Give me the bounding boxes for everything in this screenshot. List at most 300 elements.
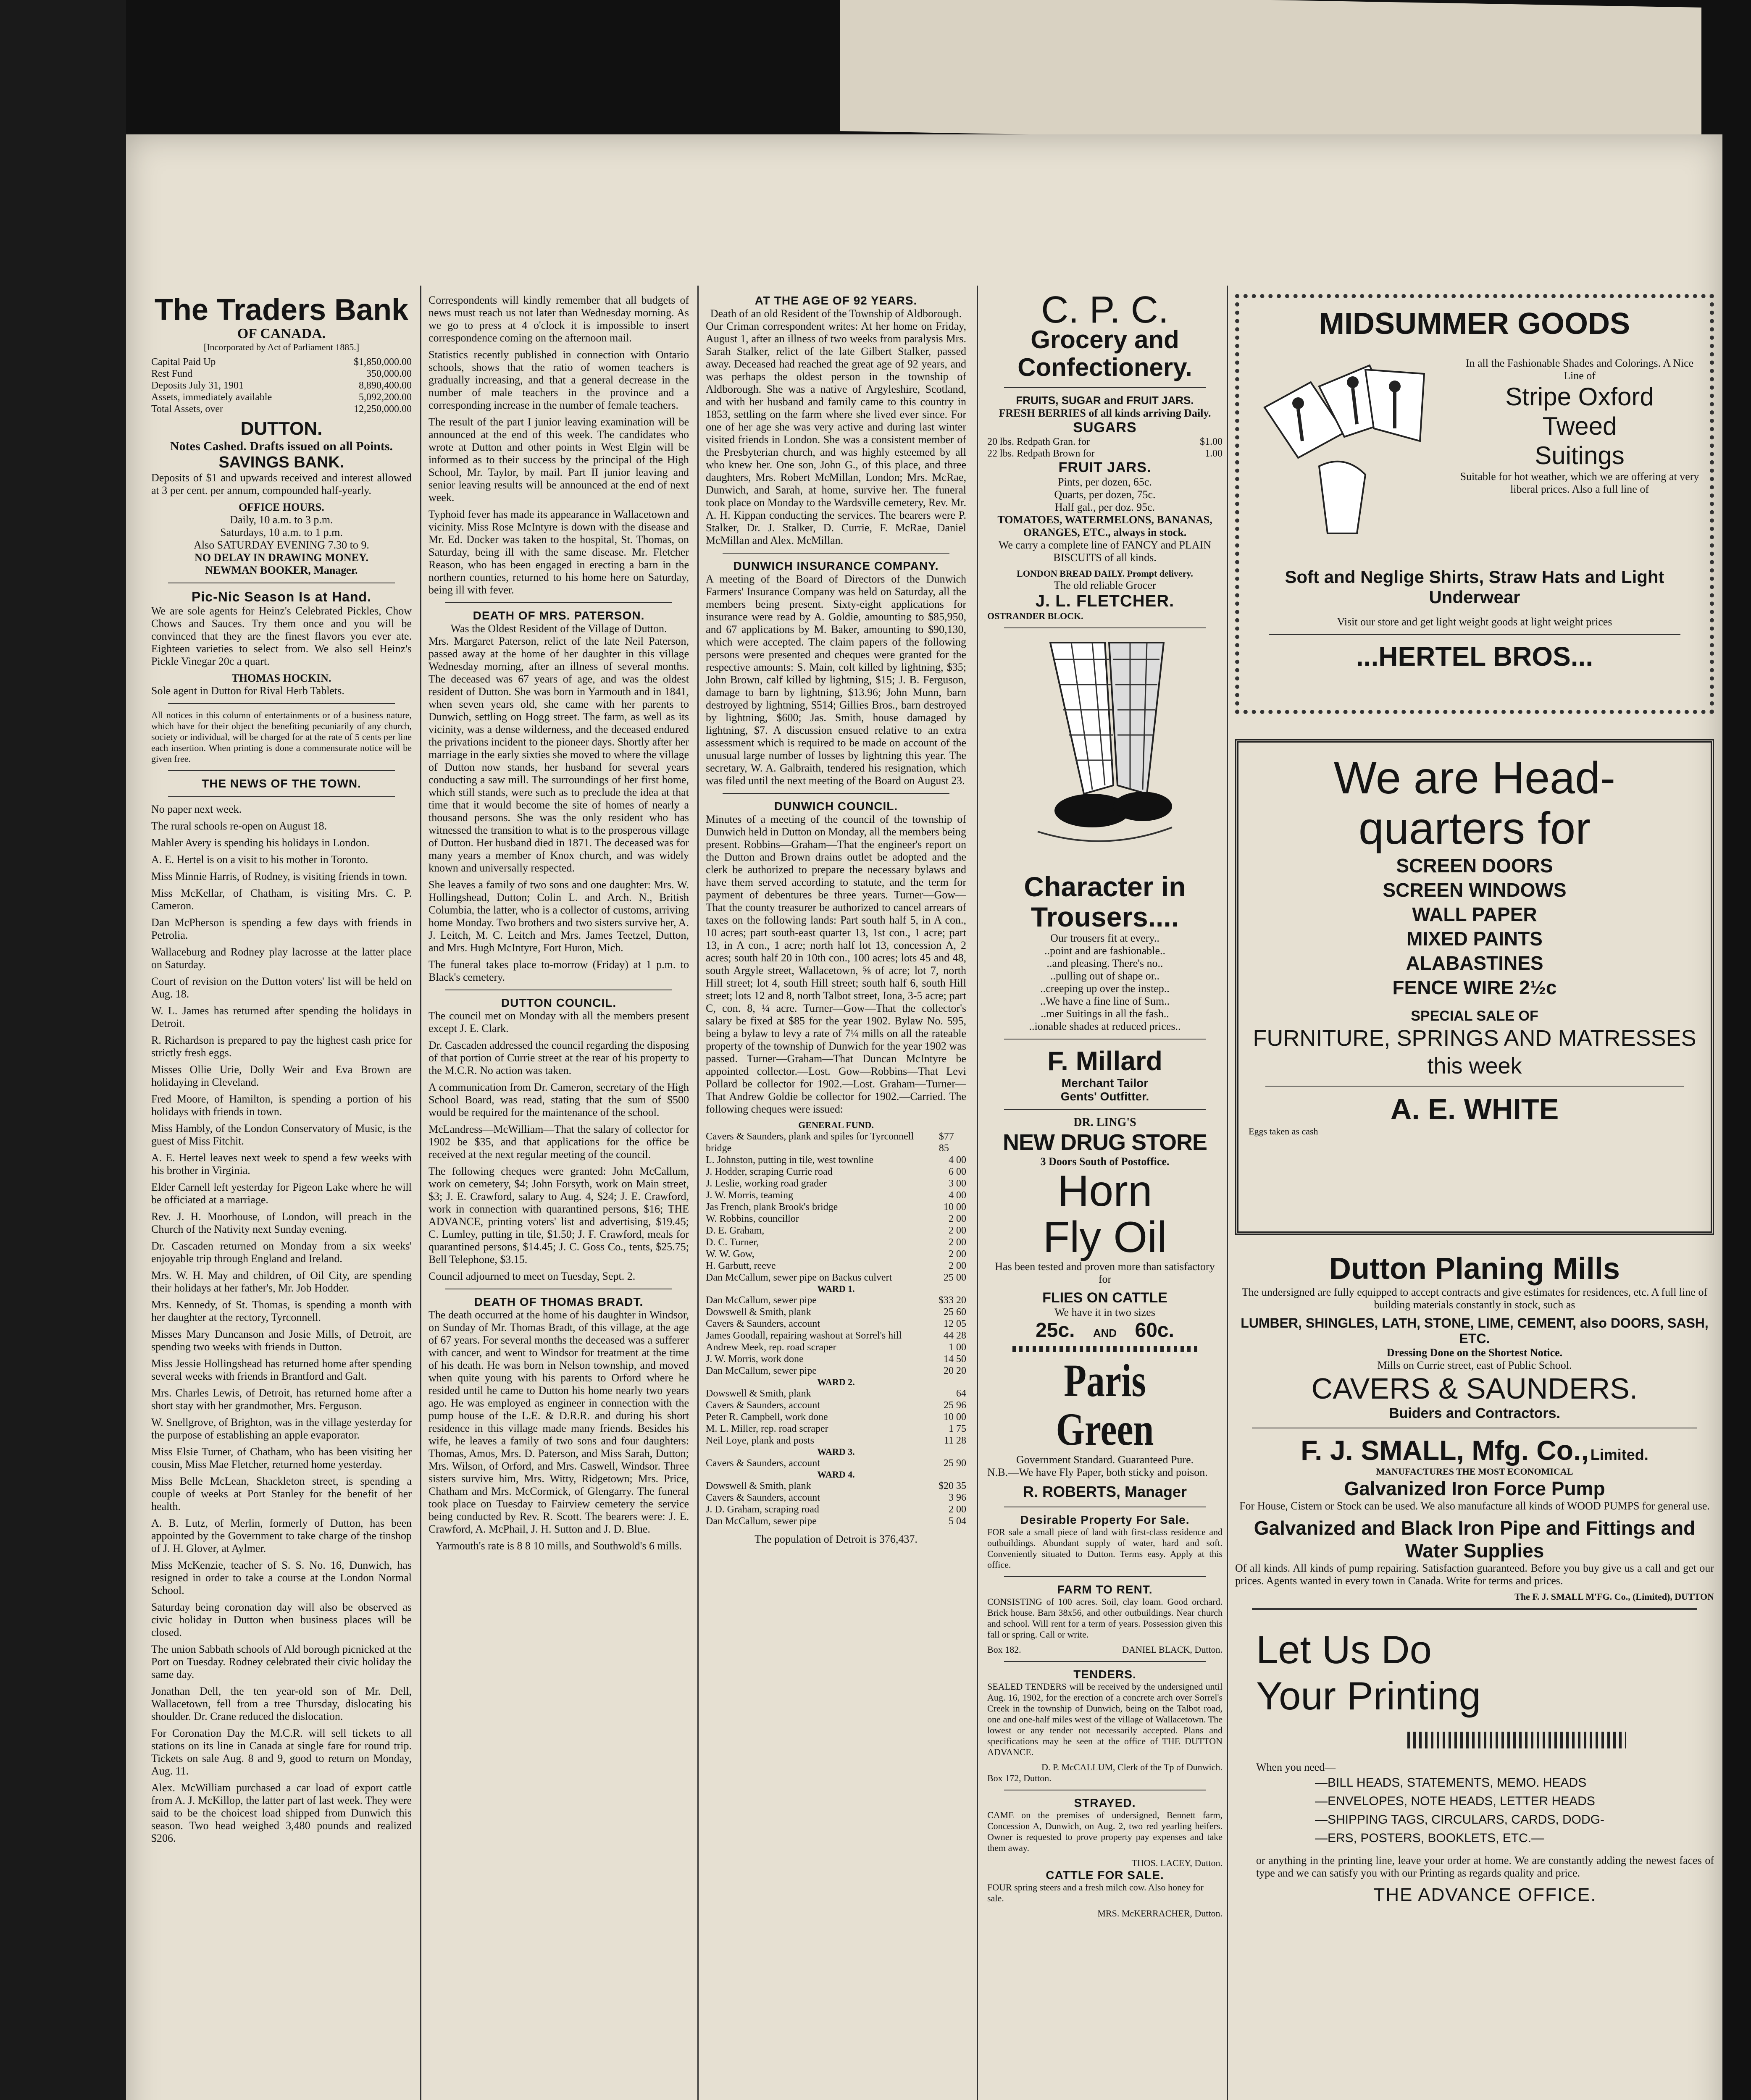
newspaper-page [126, 134, 1722, 2100]
paterson-paragraph: She leaves a family of two sons and one daughter: Mrs. W. Hollingshead, Dutton; Colin L. and Arch. N., British Columbia, the latter, who is a collector of customs, arriving home Monday. Two brothers and two sisters survive her, A. J. Leitch, M. C. Leitch and Mrs. James Teetzel, Dutton, and Mrs. Hugh McIntyre, Fort Huron, Mich. [429, 879, 689, 954]
cheque-row-label: Dan McCallum, sewer pipe [706, 1365, 817, 1376]
let-us-do: Let Us Do [1256, 1628, 1432, 1672]
news-item: No paper next week. [151, 803, 242, 815]
cheques-ward-2 [706, 1388, 966, 1446]
cheque-row [706, 1411, 966, 1423]
cheque-row [706, 1154, 966, 1166]
cheque-row [706, 1131, 966, 1154]
junior-leaving-item: The result of the part I junior leaving examination will be announced at the end of this week. The candidates who wrote at Dutton and other points in West Elgin will be informed as to their success by the principal of the High School, Mr. Taylor, by mail. Part II junior leaving and senior leaving results will be announced at the end of next week. [429, 416, 689, 504]
news-item: Miss McKenzie, teacher of S. S. No. 16, Dunwich, has resigned in order to take a course at the London Normal School. [151, 1559, 412, 1596]
price-small: 25c. [1036, 1319, 1075, 1341]
fletcher-name: J. L. FLETCHER. [1035, 592, 1175, 610]
cheque-row-value: 2 00 [949, 1504, 966, 1515]
office-hours-line: Also SATURDAY EVENING 7.30 to 9. [194, 539, 369, 551]
cattle-signature: MRS. McKERRACHER, Dutton. [1097, 1908, 1223, 1919]
news-item: Mrs. Kennedy, of St. Thomas, is spending a month with her daughter at the rectory, Tyrconnell. [151, 1299, 412, 1323]
berries-line: FRESH BERRIES of all kinds arriving Daily. [999, 407, 1211, 419]
ae-white: A. E. WHITE [1390, 1093, 1559, 1126]
cheque-row-value: 10 00 [944, 1202, 966, 1213]
headquarters-line-1: We are Head- [1333, 752, 1616, 803]
farm-to-rent-heading: FARM TO RENT. [1057, 1583, 1153, 1596]
trousers-line: ..creeping up over the instep.. [1040, 982, 1170, 995]
midsummer-copy [1458, 357, 1701, 496]
cheque-row [706, 1189, 966, 1201]
cheque-row-value: 2 00 [949, 1213, 966, 1224]
paterson-article [429, 635, 689, 984]
tomatoes-line: TOMATOES, WATERMELONS, BANANAS, ORANGES, ETC., always in stock. [997, 514, 1212, 538]
cheque-row-label: Cavers & Saunders, account [706, 1458, 820, 1469]
savings-text: Deposits of $1 and upwards received and interest allowed at 3 per cent. per annum, compounded half-yearly. [151, 472, 412, 496]
strayed-signature: THOS. LACEY, Dutton. [1131, 1858, 1223, 1868]
news-item: Miss Hambly, of the London Conservatory of Music, is the guest of Miss Fitchit. [151, 1122, 412, 1147]
printing-ad [1235, 1627, 1714, 1906]
cheque-row-label: James Goodall, repairing washout at Sorrel's hill [706, 1330, 902, 1341]
news-item: A. B. Lutz, of Merlin, formerly of Dutton, has been appointed by the Government to take charge of the tinshop of J. H. Glover, at Aylmer. [151, 1517, 412, 1554]
cheque-row-value: 14 50 [944, 1354, 966, 1365]
news-item: A. E. Hertel leaves next week to spend a few weeks with his brother in Virginia. [151, 1152, 412, 1176]
cheque-row-label: D. C. Turner, [706, 1237, 759, 1248]
trousers-copy [987, 932, 1223, 1033]
your-printing: Your Printing [1256, 1674, 1481, 1718]
bank-figure-row [151, 368, 412, 380]
council-paragraph: A communication from Dr. Cameron, secretary of the High School Board, was read, stating that the sum of $500 would be required for the maintenance of the school. [429, 1081, 689, 1118]
farm-signature-row [987, 1644, 1223, 1655]
ward-1-heading: WARD 1. [817, 1284, 855, 1294]
cheque-row-label: Dan McCallum, sewer pipe [706, 1295, 817, 1306]
cheque-row [706, 1178, 966, 1189]
cheque-row [706, 1236, 966, 1248]
cheque-row [706, 1365, 966, 1377]
cheque-row-value: 10 00 [944, 1412, 966, 1423]
bank-figure-row-label: Deposits July 31, 1901 [151, 380, 244, 391]
news-item: Alex. McWilliam purchased a car load of export cattle from A. J. McKillop, the latter part of last week. They were said to be the choicest load shipped from Dunwich this season. Two head weighed 3,480 pounds and realized $206. [151, 1782, 412, 1844]
cheque-row-label: W. Robbins, councillor [706, 1213, 799, 1224]
fly-paper-note: N.B.—We have Fly Paper, both sticky and poison. [987, 1466, 1208, 1478]
grocer-line: The old reliable Grocer [1054, 579, 1156, 591]
printing-item: —BILL HEADS, STATEMENTS, MEMO. HEADS [1315, 1776, 1587, 1790]
population-note: The population of Detroit is 376,437. [755, 1533, 918, 1545]
fly-oil-prices [987, 1319, 1223, 1342]
force-pump: Galvanized Iron Force Pump [1344, 1478, 1605, 1499]
council-paragraph: Council adjourned to meet on Tuesday, Sept. 2. [429, 1270, 636, 1282]
ward-4-heading: WARD 4. [817, 1469, 855, 1480]
two-sizes: We have it in two sizes [1054, 1306, 1155, 1318]
cheque-row-value: 6 00 [949, 1166, 966, 1177]
printing-items [1256, 1774, 1714, 1848]
cheque-row [706, 1306, 966, 1318]
bank-figure-row [151, 391, 412, 403]
cheque-row [706, 1225, 966, 1236]
galvanized-text: Of all kinds. All kinds of pump repairing. Satisfaction guaranteed. Before you buy give us a call and get our prices. Agents wanted in every town in Canada. Write for terms and prices. [1235, 1562, 1714, 1587]
gents-outfitter: Gents' Outfitter. [1060, 1090, 1149, 1103]
fly-oil-title: Fly Oil [1043, 1213, 1167, 1262]
small-limited: Limited. [1590, 1446, 1648, 1463]
sugar-price-row [987, 448, 1223, 459]
cheque-row-value: 25 00 [944, 1272, 966, 1283]
bank-figure-row [151, 403, 412, 415]
column-3 [706, 294, 966, 1550]
cattle-text: FOUR spring steers and a fresh milch cow. Also honey for sale. [987, 1882, 1204, 1903]
cheque-row [706, 1515, 966, 1527]
savings-heading: SAVINGS BANK. [218, 454, 344, 471]
council-paragraph: The following cheques were granted: John McCallum, work on cemetery, $4; John Forsyth, work on Main street, $3; J. E. Crawford, salary to Aug. 4, $24; J. E. Crawford, work in connection with quarantined persons, $16; THE ADVANCE, printing voters' list and advertising, $19.45; C. Lumley, putting in tile, $1.50; J. F. Crawford, meals for quarantined persons, $14.45; J. C. Goss Co., tents, $25.75; Bell Telephone, $3.15. [429, 1165, 689, 1265]
sugar-price-row-value: $1.00 [1200, 436, 1223, 447]
cheque-row-label: H. Garbutt, reeve [706, 1260, 776, 1271]
cheque-row-label: J. Leslie, working road grader [706, 1178, 827, 1189]
desirable-property-heading: Desirable Property For Sale. [1020, 1513, 1190, 1526]
when-you-need: When you need— [1256, 1761, 1336, 1773]
column-rule [697, 286, 699, 2100]
news-heading: THE NEWS OF THE TOWN. [202, 777, 361, 790]
news-item: W. L. James has returned after spending the holidays in Detroit. [151, 1005, 412, 1029]
printing-item: —ENVELOPES, NOTE HEADS, LETTER HEADS [1315, 1794, 1595, 1808]
cheque-row-value: 11 28 [944, 1435, 966, 1446]
dutton-heading: DUTTON. [240, 418, 323, 439]
news-item: Mrs. W. H. May and children, of Oil City, are spending their holidays at her father's, Mr. Job Hodder. [151, 1269, 412, 1294]
cheque-row-label: Neil Loye, plank and posts [706, 1435, 814, 1446]
torn-page-fragment [840, 0, 1701, 146]
news-item: Rev. J. H. Moorhouse, of London, will preach in the Church of the Nativity next Sunday evening. [151, 1210, 412, 1235]
cheque-row [706, 1423, 966, 1435]
headquarters-item: SCREEN WINDOWS [1383, 879, 1567, 901]
paris-green-title: Paris Green [1056, 1355, 1154, 1455]
cheque-row-value: 2 00 [949, 1249, 966, 1260]
trousers-line: ..pulling out of shape or.. [1050, 970, 1159, 982]
dressing-line: Dressing Done on the Shortest Notice. [1386, 1347, 1563, 1359]
cheque-row-value: 5 04 [949, 1516, 966, 1527]
news-list [151, 803, 412, 1845]
sugar-price-row-value: 1.00 [1205, 448, 1223, 459]
office-hours-line: Saturdays, 10 a.m. to 1 p.m. [220, 526, 343, 538]
news-item: Mrs. Charles Lewis, of Detroit, has returned home after a short stay with her grandmother, Mrs. Ferguson. [151, 1387, 412, 1412]
trousers-line: ..point and are fashionable.. [1044, 945, 1166, 957]
cheque-row-value: 44 28 [944, 1330, 966, 1341]
bank-figures [151, 356, 412, 415]
trousers-illustration [987, 634, 1223, 869]
column-rule [977, 286, 978, 2100]
stalker-article: Our Criman correspondent writes: At her home on Friday, August 1, after an illness of two weeks from paralysis Mrs. Sarah Stalker, relict of the late Gilbert Stalker, passed away. Deceased had reached the great age of 92 years, and was perhaps the oldest person in the township of Aldborough. She was a native of Argyleshire, Scotland, and with her husband and family came to this country in 1853, settling on the farm where she lived ever since. For one of her age she was very active and during last winter visited friends in London. She was a consistent member of the Presbyterian church, and was highly esteemed by all who knew her. One son, John G., of this place, and three daughters, Mrs. Robert McMillan, London; Mrs. McRae, Dunwich, and Sarah, at home, survive her. The funeral took place on Monday to the Wardsville cemetery, Rev. Mr. A. H. Kippan conducting the services. The bearers were P. Stalker, Dr. J. Stalker, D. Currie, F. McRae, Daniel McMillan and Alex. McMillan. [706, 320, 966, 546]
tweed: Tweed [1542, 412, 1617, 440]
statistics-item: Statistics recently published in connection with Ontario schools, shows that the ratio of women teachers is gradually increasing, and that a general decrease in the number of male teachers in the province and a corresponding increase in the number of female teachers. [429, 349, 689, 411]
cheque-row-label: Dowswell & Smith, plank [706, 1480, 811, 1491]
fruits-line: FRUITS, SUGAR and FRUIT JARS. [1016, 394, 1194, 407]
small-title-row [1235, 1434, 1714, 1466]
stalker-heading: AT THE AGE OF 92 YEARS. [755, 294, 918, 307]
cheque-row [706, 1399, 966, 1411]
picnic-text: We are sole agents for Heinz's Celebrated Pickles, Chow Chows and Sauces. Try them once and you will be convinced that they are the finest flavors you ever ate. Eighteen varieties to select from. We also sell Heinz's Pickle Vinegar 20c a quart. [151, 605, 412, 667]
cheque-row-label: M. L. Miller, rep. road scraper [706, 1423, 828, 1434]
cheque-row [706, 1492, 966, 1504]
column-1 [151, 294, 412, 1849]
special-sale: SPECIAL SALE OF [1411, 1008, 1538, 1024]
cheque-row [706, 1341, 966, 1353]
news-item: Elder Carnell left yesterday for Pigeon Lake where he will be officiated at a marriage. [151, 1181, 412, 1206]
midsummer-ad [1235, 294, 1714, 714]
trousers-line: ..We have a fine line of Sum.. [1040, 995, 1170, 1007]
bank-figure-row-label: Rest Fund [151, 368, 193, 379]
midsummer-title: MIDSUMMER GOODS [1319, 307, 1630, 341]
headquarters-item: ALABASTINES [1406, 952, 1543, 974]
bank-figure-row [151, 380, 412, 391]
tailor-figures-illustration [1256, 357, 1433, 542]
mills-location: Mills on Currie street, east of Public School. [1377, 1359, 1572, 1371]
eggs-cash: Eggs taken as cash [1249, 1126, 1318, 1137]
cheque-row-label: J. W. Morris, teaming [706, 1190, 793, 1201]
news-item: For Coronation Day the M.C.R. will sell tickets to all stations on its line in Canada at single fare for round trip. Tickets on sale Aug. 8 and 9, good to return on Monday, Aug. 11. [151, 1727, 412, 1777]
cheque-row-value: 64 [956, 1388, 966, 1399]
bradt-article: The death occurred at the home of his daughter in Windsor, on Sunday of Mr. Thomas Bradt, of this village, at the age of 67 years. For several months the deceased was a sufferer with cancer, and went to Windsor for treatment at the time of his death. He was born in Nelson township, and moved when quite young with his parents to Orford where he resided until he came to Dutton his home nearly two years ago. He was employed as engineer in connection with the pump house of the L.E. & D.R.R. and during his short residence in this village made many friends. Besides his wife, he leaves a family of two sons and four daughters: Thomas, Amos, Mrs. D. Paterson, and Miss Sarah, Dutton; Mrs. Wilson, of Orford, and Mrs. Caswell, Windsor. Three sisters survive him, Mrs. Witty, Ridgetown; Mrs. Price, Chatham and Mrs. McCormick, of Glengarry. The funeral took place on Tuesday to Fairview cemetery the service being conducted by Rev. R. Scott. The bearers were: J. E. Crawford, A. McPhail, J. H. Sutton and J. D. Blue. [429, 1309, 689, 1535]
price-large: 60c. [1135, 1319, 1174, 1341]
biscuits-line: We carry a complete line of FANCY and PLAIN BISCUITS of all kinds. [998, 539, 1212, 564]
column-rule [420, 286, 421, 2100]
trousers-line: ..and pleasing. There's no.. [1046, 957, 1163, 969]
news-item: The union Sabbath schools of Ald borough picnicked at the Port on Tuesday. Rodney celebrated their civic holiday the same day. [151, 1643, 412, 1680]
cheque-row-value: 4 00 [949, 1190, 966, 1201]
sugars-heading: SUGARS [1073, 420, 1137, 436]
cheque-row-value: 1 75 [949, 1423, 966, 1434]
cheque-row [706, 1388, 966, 1399]
tenders-box: Box 172, Dutton. [987, 1773, 1052, 1783]
cheque-row-value: 25 96 [944, 1400, 966, 1411]
dr-ling: DR. LING'S [1073, 1116, 1136, 1129]
jar-price-line: Quarts, per dozen, 75c. [1054, 488, 1156, 501]
millard-name: F. Millard [1047, 1046, 1162, 1076]
roberts-manager: R. ROBERTS, Manager [1023, 1483, 1187, 1500]
sugar-price-row-label: 22 lbs. Redpath Brown for [987, 448, 1095, 459]
dunwich-council-article: Minutes of a meeting of the council of the township of Dunwich held in Dutton on Monday, all the members being present. Robbins—Graham—That the engineer's report on the Dutton and Brown drains outlet be adopted and the clerk be authorized to prepare the necessary bylaws and have them served according to statute, and the term for payment of debentures be three years. Turner—Gow—That the county treasurer be authorized to cancel arrears of taxes on the following lands: Part south half 5, in A con., 10 acres; part south-east quarter 13, 1st con., 1 acre; part 13, in A con., 1 acre; north half lot 13, concession A, 2 acres; south half 20 in 10th con., 100 acres; lots 45 and 48, south Argyle street, Wallacetown, ⅝ of acre; lot 7, north Hill street; lot 4, south Hill street; south half 6, south Hill street; lots 12 and 8, north Talbot street, Iona, 3-5 acre; part C, con. 8, ¼ acre. Turner—Gow—That the collector's salary be fixed at $85 for the year 1902. Bylaw No. 595, being a bylaw to levy a rate of 7¼ mills on all the rateable property of the township of Dunwich for the year 1902 was passed. Turner—Graham—That Duncan McIntyre be appointed collector.—Lost. Gow—Robbins—That Levi Pollard be collector for 1902.—Lost. Graham—Turner—That Andrew Goldie be collector for 1902.—Carried. The following cheques were issued: [706, 813, 966, 1115]
printing-text: or anything in the printing line, leave your order at home. We are constantly adding the newest faces of type and we can satisfy you with our Printing as regards quality and price. [1256, 1854, 1714, 1879]
sugar-prices [987, 436, 1223, 459]
cheques-ward-4 [706, 1480, 966, 1527]
cheque-row-label: W. W. Gow, [706, 1249, 755, 1260]
cheque-row [706, 1248, 966, 1260]
cheque-row-value: 3 00 [949, 1178, 966, 1189]
cheque-row-label: D. E. Graham, [706, 1225, 765, 1236]
cheque-row-value: 2 00 [949, 1225, 966, 1236]
cheque-row [706, 1504, 966, 1515]
cheque-row-label: J. Hodder, scraping Currie road [706, 1166, 833, 1177]
headquarters-item: MIXED PAINTS [1407, 928, 1543, 950]
trousers-line: ..mer Suitings in all the fash.. [1041, 1008, 1169, 1020]
printing-item: —SHIPPING TAGS, CIRCULARS, CARDS, DODG- [1315, 1813, 1604, 1827]
planing-title: Dutton Planing Mills [1329, 1252, 1620, 1286]
cheque-row-label: Cavers & Saunders, account [706, 1318, 820, 1329]
tenders-signature: D. P. McCALLUM, Clerk of the Tp of Dunwich. [1041, 1762, 1223, 1772]
cheque-row-label: J. W. Morris, work done [706, 1354, 804, 1365]
news-item: Miss McKellar, of Chatham, is visiting Mrs. C. P. Cameron. [151, 887, 412, 912]
picnic-heading: Pic-Nic Season Is at Hand. [192, 589, 371, 604]
jar-prices [987, 476, 1223, 514]
cheque-row-value: 25 90 [944, 1458, 966, 1469]
farm-to-rent-text: CONSISTING of 100 acres. Soil, clay loam. Good orchard. Brick house. Barn 38x56, and other outbuildings. Near church and school. Will rent for a term of years. Possession given this fall or spring. Call or write. [987, 1596, 1223, 1640]
cheque-row-label: Peter R. Campbell, work done [706, 1412, 828, 1423]
cheque-row-value: 2 00 [949, 1237, 966, 1248]
cheque-row [706, 1166, 966, 1178]
office-hours-heading: OFFICE HOURS. [239, 501, 324, 513]
headquarters-item: FENCE WIRE 2½c [1392, 976, 1557, 998]
cheque-row [706, 1294, 966, 1306]
cheque-row [706, 1353, 966, 1365]
cheque-row-label: Dan McCallum, sewer pipe on Backus culvert [706, 1272, 892, 1283]
cheque-row [706, 1435, 966, 1446]
bank-figure-row-value: $1,850,000.00 [354, 357, 412, 368]
tenders-text: SEALED TENDERS will be received by the undersigned until Aug. 16, 1902, for the erection of a concrete arch over Sorrel's Creek in the township of Dunwich, being on the Talbot road, one and one-half miles west of the village of Wallacetown. The lowest or any tender not necessarily accepted. Plans and specifications may be seen at the office of THE DUTTON ADVANCE. [987, 1681, 1223, 1757]
govt-standard: Government Standard. Guaranteed Pure. [1016, 1454, 1194, 1466]
insurance-heading: DUNWICH INSURANCE COMPANY. [733, 559, 939, 572]
news-item: Court of revision on the Dutton voters' list will be held on Aug. 18. [151, 975, 412, 1000]
trousers-line: ..ionable shades at reduced prices.. [1029, 1020, 1181, 1032]
flies-on-cattle: FLIES ON CATTLE [1042, 1290, 1167, 1306]
ostrander-block: OSTRANDER BLOCK. [987, 611, 1083, 621]
headquarters-item: SCREEN DOORS [1396, 855, 1553, 877]
cheque-row-label: Dan McCallum, sewer pipe [706, 1516, 817, 1527]
office-hours-line: Daily, 10 a.m. to 3 p.m. [230, 514, 333, 526]
cheque-row [706, 1480, 966, 1492]
midsummer-intro: In all the Fashionable Shades and Colorings. A Nice Line of [1465, 357, 1694, 382]
pump-text: For House, Cistern or Stock can be used. We also manufacture all kinds of WOOD PUMPS for general use. [1239, 1500, 1710, 1512]
jar-price-line: Half gal., per doz. 95c. [1054, 501, 1155, 513]
bread-line: LONDON BREAD DAILY. Prompt delivery. [1017, 568, 1193, 579]
bank-figure-row-value: 5,092,200.00 [359, 392, 412, 403]
bank-subtitle: OF CANADA. [237, 326, 326, 341]
news-item: A. E. Hertel is on a visit to his mother in Toronto. [151, 853, 368, 866]
cheque-row-label: Cavers & Saunders, plank and spiles for Tyrconnell bridge [706, 1131, 914, 1154]
cheque-row-label: Dowswell & Smith, plank [706, 1388, 811, 1399]
planing-mills-ad [1235, 1252, 1714, 1422]
cheque-row [706, 1318, 966, 1330]
bank-figure-row-value: 8,890,400.00 [359, 380, 412, 391]
trousers-line: Our trousers fit at every.. [1050, 932, 1159, 944]
cheque-row [706, 1213, 966, 1225]
news-item: Mahler Avery is spending his holidays in London. [151, 837, 370, 849]
picnic-agent: Sole agent in Dutton for Rival Herb Tablets. [151, 685, 344, 697]
cheque-row-value: 4 00 [949, 1155, 966, 1166]
cheques-ward-3 [706, 1457, 966, 1469]
tax-rate-note: Yarmouth's rate is 8 8 10 mills, and Southwold's 6 mills. [436, 1540, 682, 1552]
cheque-row-value: 25 60 [944, 1307, 966, 1318]
cheque-row-value: 1 00 [949, 1342, 966, 1353]
cheques-ward-1 [706, 1294, 966, 1377]
dutton-council-article [429, 1010, 689, 1283]
tenders-heading: TENDERS. [1073, 1668, 1136, 1681]
ward-3-heading: WARD 3. [817, 1446, 855, 1457]
bank-figure-row [151, 356, 412, 368]
news-item: Dr. Cascaden returned on Monday from a six weeks' enjoyable trip through England and Ireland. [151, 1240, 412, 1265]
cheque-row-value: $33 20 [939, 1295, 966, 1306]
news-item: Miss Jessie Hollingshead has returned home after spending several weeks with friends in Brantford and Galt. [151, 1357, 412, 1382]
farm-box: Box 182. [987, 1644, 1021, 1655]
cheque-row-value: 12 05 [944, 1318, 966, 1329]
news-item: R. Richardson is prepared to pay the highest cash price for strictly fresh eggs. [151, 1034, 412, 1059]
headquarters-item: WALL PAPER [1412, 903, 1537, 925]
cheque-row [706, 1201, 966, 1213]
cpc-title: C. P. C. [1041, 294, 1169, 331]
headquarters-line-2: quarters for [1358, 803, 1591, 853]
cheque-row-label: L. Johnston, putting in tile, west townline [706, 1155, 874, 1166]
cheque-row [706, 1272, 966, 1284]
notices-text: All notices in this column of entertainments or of a business nature, which have for their object the benefiting pecuniarily of any church, society or individual, will be charged for at the rate of 5 cents per line each insertion. When printing is done a commensurate notice will be given free. [151, 710, 412, 764]
news-item: Misses Ollie Urie, Dolly Weir and Eva Brown are holidaying in Cleveland. [151, 1063, 412, 1088]
small-mfg-name: F. J. SMALL, Mfg. Co., [1301, 1435, 1589, 1466]
galvanized-pipe: Galvanized and Black Iron Pipe and Fittings and Water Supplies [1254, 1517, 1696, 1562]
cheque-row-label: Cavers & Saunders, account [706, 1492, 820, 1503]
bank-figure-row-value: 350,000.00 [366, 368, 412, 379]
hertel-bros: ...HERTEL BROS... [1356, 641, 1593, 672]
merchant-tailor: Merchant Tailor [1061, 1076, 1149, 1089]
news-item: Saturday being coronation day will also be observed as civic holiday in Dutton when business places will be closed. [151, 1601, 412, 1638]
strayed-heading: STRAYED. [1074, 1796, 1136, 1809]
office-hours [151, 514, 412, 551]
headquarters-ad [1235, 739, 1714, 1235]
insurance-article: A meeting of the Board of Directors of the Dunwich Farmers' Insurance Company was held on Saturday, all the members being present. Sixty-eight applications for insurance were read by A. Goldie, amounting to $85,950, and 67 applications by M. Baker, amounting to $90,130, which were accepted. The claim papers of the following persons were presented and cheques were granted for the respective amounts: S. Main, colt killed by lightning, $35; John Brown, calf killed by lightning, $15; J. B. Ferguson, damage to barn by lightning, $13.96; John Munn, barn destroyed by lightning, $514; Gillies Bros., barn destroyed by lightning, $600; Jas. Smith, house damaged by lightning, $7. A discussion ensued relative to an extra assessment which is required to be made on account of the unusual large number of losses by lightning this year. The secretary, W. A. Galbraith, tendered his resignation, which was filed until the next meeting of the Board on August 23. [706, 573, 966, 787]
cheque-row-label: Cavers & Saunders, account [706, 1400, 820, 1411]
column-rule [1227, 286, 1228, 2100]
typhoid-item: Typhoid fever has made its appearance in Wallacetown and vicinity. Miss Rose McIntyre is down with the disease and Mr. Ed. Docker was taken to the hospital, St. Thomas, on Saturday, being ill with the same disease. Mr. Fletcher Reason, who has been engaged in erecting a barn in the northern counties, returned to his home here on Saturday, being ill with fever. [429, 508, 689, 596]
column-4 [987, 294, 1223, 1919]
printing-item: —ERS, POSTERS, BOOKLETS, ETC.— [1315, 1831, 1544, 1845]
dutton-council-heading: DUTTON COUNCIL. [501, 996, 617, 1009]
headquarters-items [1249, 853, 1701, 1000]
cheque-row [706, 1457, 966, 1469]
farm-signature: DANIEL BLACK, Dutton. [1122, 1644, 1223, 1655]
news-item: Miss Minnie Harris, of Rodney, is visiting friends in town. [151, 870, 408, 882]
bank-manager: NEWMAN BOOKER, Manager. [205, 564, 358, 576]
character-in-trousers: Character in Trousers.... [1024, 871, 1186, 932]
column-2 [429, 294, 689, 1557]
news-item: Jonathan Dell, the ten year-old son of Mr. Dell, Wallacetown, fell from a tree Thursday, dislocating his shoulder. Dr. Crane reduced the dislocation. [151, 1685, 412, 1722]
stalker-subheading: Death of an old Resident of the Township of Aldborough. [710, 307, 962, 320]
cheque-row-label: Andrew Meek, rep. road scraper [706, 1342, 836, 1353]
bank-figure-row-label: Assets, immediately available [151, 392, 272, 403]
stripe-oxford: Stripe Oxford [1505, 383, 1654, 411]
paterson-subheading: Was the Oldest Resident of the Village of Dutton. [450, 622, 667, 635]
and-word: AND [1093, 1327, 1117, 1339]
council-paragraph: The council met on Monday with all the members present except J. E. Clark. [429, 1010, 689, 1034]
cheque-row [706, 1260, 966, 1272]
new-drug-store: NEW DRUG STORE [1002, 1130, 1207, 1155]
bank-figure-row-label: Total Assets, over [151, 404, 223, 415]
news-item: The rural schools re-open on August 18. [151, 820, 327, 832]
no-delay: NO DELAY IN DRAWING MONEY. [195, 551, 368, 564]
cheque-row-label: Dowswell & Smith, plank [706, 1307, 811, 1318]
jar-price-line: Pints, per dozen, 65c. [1058, 476, 1152, 488]
bradt-heading: DEATH OF THOMAS BRADT. [474, 1295, 644, 1308]
cheque-row [706, 1330, 966, 1341]
cheque-row-value: 3 96 [949, 1492, 966, 1503]
manufactures-line: MANUFACTURES THE MOST ECONOMICAL [1376, 1466, 1573, 1477]
sugar-price-row [987, 436, 1223, 448]
ward-2-heading: WARD 2. [817, 1377, 855, 1387]
horn-text: Has been tested and proven more than satisfactory for [995, 1260, 1215, 1285]
notes-line: Notes Cashed. Drafts issued on all Points. [170, 439, 393, 453]
paterson-heading: DEATH OF MRS. PATERSON. [473, 609, 645, 622]
cheque-row-value: $20 35 [939, 1480, 966, 1491]
bank-title: The Traders Bank [154, 294, 409, 327]
paterson-paragraph: The funeral takes place to-morrow (Friday) at 1 p.m. to Black's cemetery. [429, 958, 689, 983]
council-paragraph: Dr. Cascaden addressed the council regarding the disposing of that portion of Currie street at the rear of his property to the M.C.R. No action was taken. [429, 1039, 689, 1076]
general-fund-heading: GENERAL FUND. [798, 1120, 874, 1130]
midsummer-footer [1252, 567, 1697, 672]
small-mfg-ad [1235, 1434, 1714, 1602]
bank-figure-row-value: 12,250,000.00 [354, 404, 412, 415]
news-item: Miss Belle McLean, Shackleton street, is spending a couple of weeks at Port Stanley for the benefit of her health. [151, 1475, 412, 1512]
news-item: Dan McPherson is spending a few days with friends in Petrolia. [151, 916, 412, 941]
cattle-heading: CATTLE FOR SALE. [1046, 1869, 1164, 1882]
builders-line: Buiders and Contractors. [1388, 1405, 1561, 1421]
cheque-row-value: 2 00 [949, 1260, 966, 1271]
desirable-property-text: FOR sale a small piece of land with first-class residence and outbuildings. Abundant supply of water, hard and soft. Conveniently situated to Dutton. Terms easy. Apply at this office. [987, 1527, 1223, 1570]
small-signature: The F. J. SMALL M'FG. Co., (Limited), DUTTON [1514, 1591, 1714, 1602]
